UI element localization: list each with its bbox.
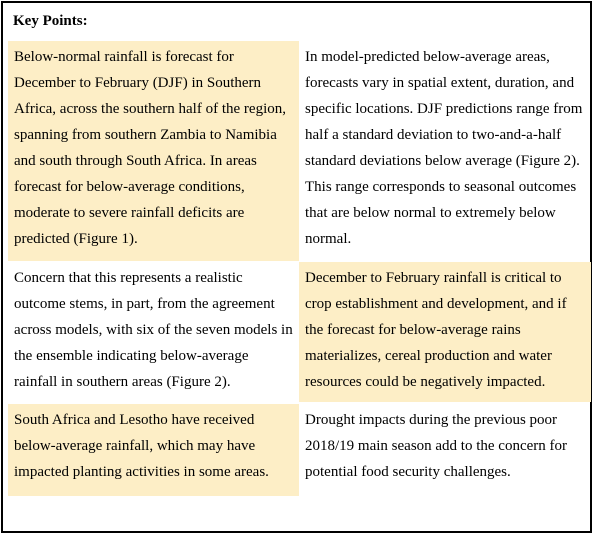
key-point-drought-impacts: Drought impacts during the previous poor 2018/19 main season add to the concern for potential food security challenges.: [305, 412, 568, 480]
key-points-heading: Key Points:: [13, 13, 88, 29]
key-point-southern-africa-forecast: Below-normal rainfall is forecast for December to February (DJF) in Southern Africa, across the southern half of the region, spanning from southern Zambia to Namibia and south through South Africa. In areas forecast for below-average conditions, moderate to severe rainfall deficits are predicted (Figure 1).: [8, 41, 299, 261]
key-point-forecast-variation: In model-predicted below-average areas, forecasts vary in spatial extent, duration, and specific locations. DJF predictions range from half a standard deviation to two-and-a-half standard deviations below average (Figure 2). This range corresponds to seasonal outcomes that are below normal to extremely below normal.: [305, 49, 583, 247]
key-points-box: [1, 1, 592, 533]
key-point-crop-impact: December to February rainfall is critical to crop establishment and development, and if the forecast for below-average rains materializes, cereal production and water resources could be negatively impacted.: [299, 262, 591, 402]
key-point-model-agreement: Concern that this represents a realistic outcome stems, in part, from the agreement across models, with six of the seven models in the ensemble indicating below-average rainfall in southern areas (Figure 2).: [14, 270, 293, 390]
key-point-south-africa-lesotho: South Africa and Lesotho have received below-average rainfall, which may have impacted planting activities in some areas.: [8, 404, 299, 496]
